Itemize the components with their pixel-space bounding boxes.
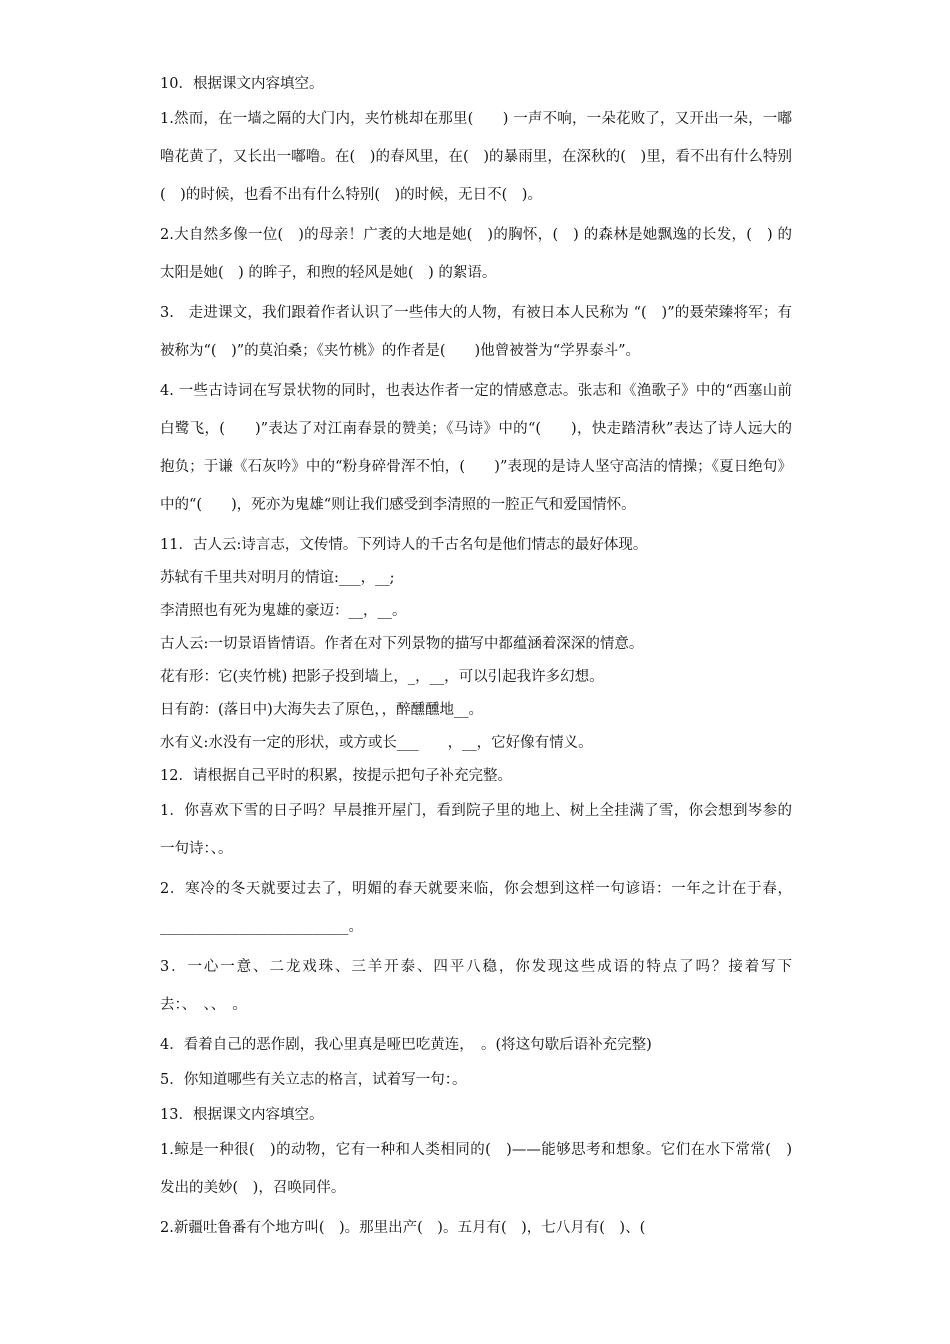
document-body bbox=[160, 72, 792, 1240]
question-10-item-2: 2.大自然多像一位( )的母亲！广袤的大地是她( )的胸怀，( ) 的森林是她飘逸的长发，( ) 的太阳是她( ) 的眸子，和煦的轻风是她( ) 的絮语。 bbox=[160, 227, 792, 281]
question-11-line-sun: 日有韵：(落日中)大海失去了原色，，醉醺醺地__。 bbox=[160, 702, 484, 718]
question-12-item-2: 2．寒冷的冬天就要过去了，明媚的春天就要来临，你会想到这样一句谚语：一年之计在于春，__________________________。 bbox=[160, 881, 792, 935]
question-13-heading: 13．根据课文内容填空。 bbox=[160, 1107, 324, 1123]
question-10-item-3: 3. 走进课文，我们跟着作者认识了一些伟大的人物，有被日本人民称为 “( )”的聂荣臻将军；有被称为“( )”的莫泊桑；《夹竹桃》的作者是( )他曾被誉为“学界泰斗”。 bbox=[160, 305, 792, 359]
question-10-item-1: 1.然而，在一墙之隔的大门内，夹竹桃却在那里( ) 一声不响，一朵花败了，又开出一朵，一嘟噜花黄了，又长出一嘟噜。在( )的春风里，在( )的暴雨里，在深秋的( )里，看不出有什么特别( )的时候，也看不出有什么特别( )的时候，无日不( )。 bbox=[160, 111, 792, 203]
question-11-line-flower: 花有形：它(夹竹桃) 把影子投到墙上，_，__，可以引起我许多幻想。 bbox=[160, 669, 604, 685]
question-10-heading: 10．根据课文内容填空。 bbox=[160, 76, 324, 92]
question-13-item-1: 1.鲸是一种很( )的动物，它有一种和人类相同的( )——能够思考和想象。它们在水下常常( ) 发出的美妙( )，召唤同伴。 bbox=[160, 1142, 792, 1196]
question-11-line-liqingzhao: 李清照也有死为鬼雄的豪迈：__，__。 bbox=[160, 603, 407, 619]
question-12-item-1: 1．你喜欢下雪的日子吗？早晨推开屋门，看到院子里的地上、树上全挂满了雪，你会想到岑参的一句诗：、。 bbox=[160, 803, 792, 857]
question-12-item-4: 4．看着自己的恶作剧，我心里真是哑巴吃黄连， 。(将这句歇后语补充完整) bbox=[160, 1037, 652, 1053]
question-10-item-4: 4. 一些古诗词在写景状物的同时，也表达作者一定的情感意志。张志和《渔歌子》中的“西塞山前白鹭飞，( )”表达了对江南春景的赞美；《马诗》中的“( )，快走踏清秋”表达了诗人远大的抱负；于谦《石灰吟》中的“粉身碎骨浑不怕，( )”表现的是诗人坚守高洁的情操；《夏日绝句》中的“( )，死亦为鬼雄“则让我们感受到李清照的一腔正气和爱国情怀。 bbox=[160, 383, 792, 513]
question-11-heading: 11．古人云:诗言志，文传情。下列诗人的千古名句是他们情志的最好体现。 bbox=[160, 537, 648, 553]
question-11-line-sushi: 苏轼有千里共对明月的情谊:___，__; bbox=[160, 570, 395, 586]
question-12-item-3: 3．一心一意、二龙戏珠、三羊开泰、四平八稳，你发现这些成语的特点了吗？接着写下去：、 、、 。 bbox=[160, 959, 792, 1013]
question-11-line-water: 水有义:水没有一定的形状，或方或长___ ，__，它好像有情义。 bbox=[160, 735, 593, 751]
question-11-line-saying: 古人云:一切景语皆情语。作者在对下列景物的描写中都蕴涵着深深的情意。 bbox=[160, 636, 644, 652]
question-12-item-5: 5．你知道哪些有关立志的格言，试着写一句：。 bbox=[160, 1072, 467, 1088]
question-12-heading: 12．请根据自己平时的积累，按提示把句子补充完整。 bbox=[160, 768, 512, 784]
question-13-item-2: 2.新疆吐鲁番有个地方叫( )。那里出产( )。五月有( )，七八月有( )、( bbox=[160, 1220, 646, 1236]
